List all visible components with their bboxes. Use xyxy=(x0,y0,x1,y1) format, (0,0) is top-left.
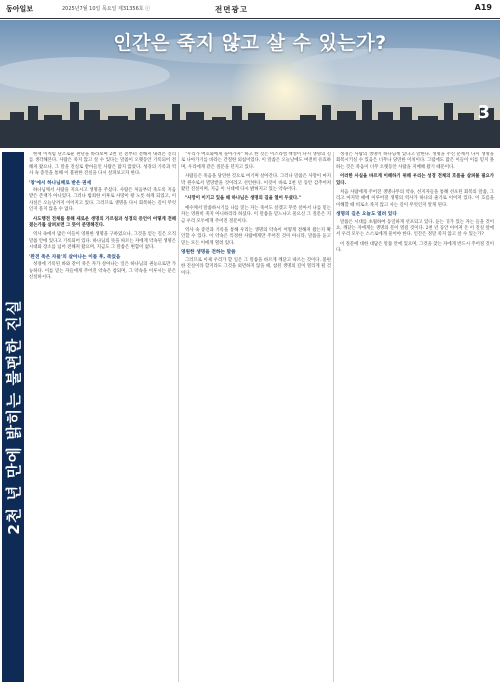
vertical-title-bar xyxy=(2,152,24,682)
page-number: A19 xyxy=(474,3,492,12)
article-paragraph: 이 질문에 대한 대답은 말씀 안에 있으며, 그것을 찾는 자에게 반드시 주어질 것이다. xyxy=(336,241,494,254)
newspaper-masthead xyxy=(0,0,500,19)
article-subheading: '창'에서 하나님께로 받은 권세 xyxy=(29,180,92,186)
column-divider xyxy=(333,152,334,682)
article-highlight: "사망이 이기고 있을 때 하나님은 생명의 길을 열어 두셨다." xyxy=(185,196,301,202)
article-highlight: 사도행전 전체를 통해 새로운 생명의 가르침과 성경의 증언이 어떻게 전해졌는가를 살펴보면 그 뜻이 분명해진다. xyxy=(29,216,176,229)
article-paragraph: 사람들은 죽음을 당연한 것으로 여기며 살아간다. 그러나 말씀은 사망이 마지막 원수로서 멸망받을 것이라고 선언한다. 이것이 바로 2천 년 동안 감추어져 왔던 진실이며, 지금 이 시대에 다시 밝혀지고 있는 약속이다. xyxy=(181,174,331,193)
section-label: 전면광고 xyxy=(215,5,248,14)
article-paragraph: 성경은 사람의 생명이 하나님께 있다고 말한다. 생명을 주신 분께서 다시 생명을 회복시키실 수 있음은 너무나 당연한 이치이다. 그럼에도 많은 이들이 이를 믿지 못하는 것은 죽음이 너무 오랫동안 사람을 지배해 왔기 때문이다. xyxy=(336,152,494,170)
article-subheading: '완전 죽은 자들'의 살아나는 이름 후, 죽었음 xyxy=(29,254,121,260)
article-paragraph: 하나님께서 사람을 지으시고 생명을 주셨다. 사람은 처음부터 죽도록 지음 받은 존재가 아니었다. 그러나 범죄한 이후로 사망이 왕 노릇 하게 되었고, 이 사실은 오늘날까지 이어지고 있다. 그러므로 생명을 다시 회복하는 길이 무엇인지 묻지 않을 수 없다. xyxy=(29,188,176,213)
article-highlight: 이러한 사실을 바르게 이해하기 위해 우리는 성경 전체의 흐름을 살펴볼 필요가 있다. xyxy=(336,174,494,186)
issue-date: 2025년7월 10일 목요일 제31356호 ⓒ xyxy=(62,6,151,12)
episode-number: 3 xyxy=(477,102,490,123)
article-paragraph: 예수께서 말씀하시기를 나를 믿는 자는 죽어도 살겠고 무릇 살아서 나를 믿는 자는 영원히 죽지 아니하리라 하셨다. 이 말씀을 믿느냐고 물으신 그 질문은 지금 우리 모두에게 주어진 질문이다. xyxy=(181,205,331,224)
article-paragraph: 처음 사람에게 주어진 생명나무의 약속, 선지자들을 통해 선포된 회복의 말씀, 그리고 마지막 때에 이루어질 생명의 역사가 하나의 줄기로 이어져 있다. 이 흐름을 이해할 때 비로소 죽지 않고 사는 길이 무엇인지 알게 된다. xyxy=(336,190,494,208)
headline: 인간은 죽지 않고 살 수 있는가? xyxy=(113,32,387,54)
newspaper-name: 동아일보 xyxy=(6,5,34,13)
article-subheading: 영원한 생명을 전하는 말씀 xyxy=(181,250,236,256)
article-column-1 xyxy=(29,152,176,684)
article-paragraph: 현재 이처럼 단조로운 판단을 바라보며 2천 년 전부터 전해져 내려온 진리를 생각해본다. 사람은 죽지 않고 살 수 있다는 말씀이 오랫동안 기록되어 전해져 왔으나, 그 말을 진실로 받아들인 사람은 많지 않았다. 성경의 기록과 역사 속 증언을 통해 이 불편한 진실을 다시 살펴보고자 한다. xyxy=(29,152,176,177)
article-paragraph: 성경에 기록된 바와 같이 죽은 자가 살아나는 일은 하나님의 권능으로만 가능하다. 이를 믿는 자들에게 주어진 약속은 참되며, 그 약속을 이루시는 분은 신실하시다. xyxy=(29,262,176,280)
article-paragraph: 말씀은 시대를 초월하여 동일하게 선포되고 있다. 듣는 귀가 있는 자는 들을 것이요, 깨닫는 자에게는 생명의 문이 열릴 것이다. 2천 년 동안 이어져 온 이 진실 앞에서 우리 모두는 스스로에게 물어야 한다. 인간은 정말 죽지 않고 살 수 있는가? xyxy=(336,219,494,238)
article-paragraph: 그러므로 이제 우리가 할 일은 그 말씀을 바르게 깨닫고 따르는 것이다. 불편한 진실이라 할지라도 그것을 외면하지 않을 때, 참된 생명의 길이 열리게 될 것이다. xyxy=(181,257,331,276)
article-column-3 xyxy=(336,152,494,684)
article-paragraph: 역사 속 증언과 기록을 통해 우리는 생명의 약속이 어떻게 전해져 왔는지 확인할 수 있다. 이 약속은 특정한 사람에게만 주어진 것이 아니라, 말씀을 듣고 믿는 모든 이에게 열려 있다. xyxy=(181,228,331,246)
vertical-title: 2천 년 만에 밝히는 불편한 진실 xyxy=(5,299,23,535)
article-column-2 xyxy=(181,152,331,684)
column-divider xyxy=(178,152,179,682)
article-subheading: 생명의 길은 오늘도 열려 있다 xyxy=(336,212,397,218)
article-paragraph: 역사 속에서 많은 이들이 영원한 생명을 구하였으나, 그것을 얻는 길은 오직 말씀 안에 있다고 기록되어 있다. 하나님의 뜻을 따르는 자에게 약속된 생명은 시대와 장소를 넘어 전해져 왔으며, 지금도 그 말씀은 변함이 없다. xyxy=(29,232,176,251)
headline-banner xyxy=(0,20,500,148)
article-paragraph: "우리가 여호와에게 돌아가자" 하고 한 것은 이스라엘 백성이 다시 생명의 길로 나아가기를 바라는 간절한 외침이었다. 이 말씀은 오늘날에도 여전히 유효하며, 우리에게 같은 질문을 던지고 있다. xyxy=(181,152,331,170)
